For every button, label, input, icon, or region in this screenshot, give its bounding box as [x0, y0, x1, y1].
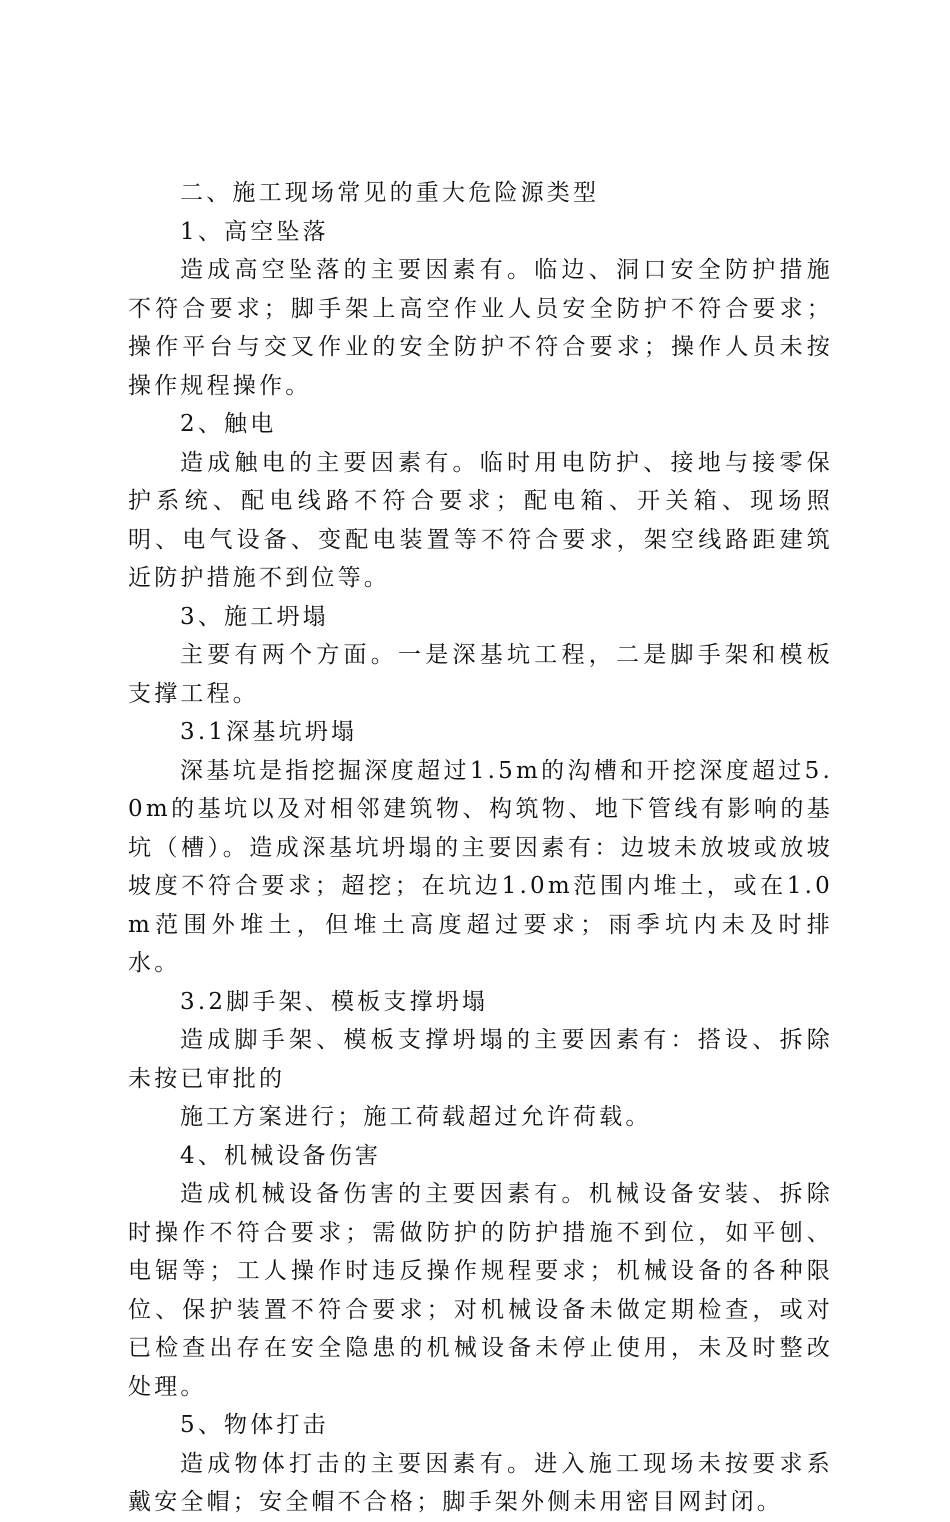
body-paragraph: 主要有两个方面。一是深基坑工程，二是脚手架和模板支撑工程。 — [128, 642, 833, 707]
subsection-heading: 3、施工坍塌 — [180, 603, 329, 630]
section-heading: 二、施工现场常见的重大危险源类型 — [180, 180, 600, 206]
body-paragraph: 施工方案进行；施工荷载超过允许荷载。 — [180, 1104, 652, 1130]
body-paragraph: 造成机械设备伤害的主要因素有。机械设备安装、拆除时操作不符合要求；需做防护的防护措施不到位，如平刨、电锯等；工人操作时违反操作规程要求；机械设备的各种限位、保护装置不符合要求；对机械设备未做定期检查，或对已检查出存在安全隐患的机械设备未停止使用，未及时整改处理。 — [128, 1181, 833, 1400]
body-paragraph: 造成高空坠落的主要因素有。临边、洞口安全防护措施不符合要求；脚手架上高空作业人员安全防护不符合要求；操作平台与交叉作业的安全防护不符合要求；操作人员未按操作规程操作。 — [128, 257, 833, 399]
body-paragraph: 造成脚手架、模板支撑坍塌的主要因素有：搭设、拆除未按已审批的 — [128, 1027, 833, 1092]
subsection-heading: 3.1深基坑坍塌 — [180, 719, 358, 745]
subsection-heading: 5、物体打击 — [180, 1412, 329, 1438]
subsection-heading: 2、触电 — [180, 411, 277, 437]
body-paragraph: 造成物体打击的主要因素有。进入施工现场未按要求系戴安全帽；安全帽不合格；脚手架外侧未用密目网封闭。 — [128, 1450, 833, 1515]
subsection-heading: 1、高空坠落 — [180, 218, 329, 245]
subsection-heading: 3.2脚手架、模板支撑坍塌 — [180, 988, 489, 1015]
subsection-heading: 4、机械设备伤害 — [180, 1142, 382, 1169]
body-paragraph: 深基坑是指挖掘深度超过1.5m的沟槽和开挖深度超过5.0m的基坑以及对相邻建筑物、构筑物、地下管线有影响的基坑（槽）。造成深基坑坍塌的主要因素有：边坡未放坡或放坡坡度不符合要求；超挖；在坑边1.0m范围内堆土，或在1.0m范围外堆土，但堆土高度超过要求；雨季坑内未及时排水。 — [128, 757, 833, 976]
body-paragraph: 造成触电的主要因素有。临时用电防护、接地与接零保护系统、配电线路不符合要求；配电箱、开关箱、现场照明、电气设备、变配电装置等不符合要求，架空线路距建筑近防护措施不到位等。 — [128, 449, 833, 591]
document-body — [128, 174, 833, 1522]
